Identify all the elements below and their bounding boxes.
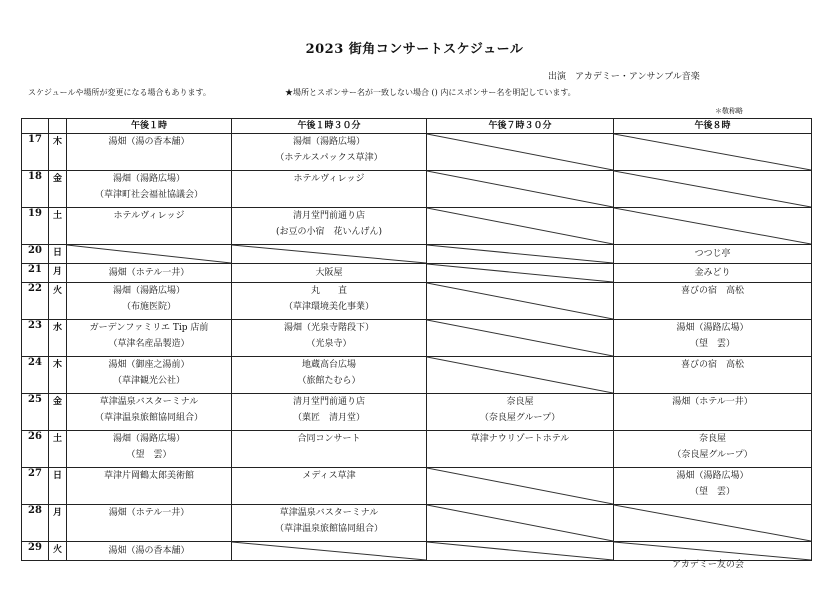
slot-1pm-cell bbox=[67, 468, 232, 505]
no-event-diagonal bbox=[427, 542, 613, 560]
header-col-130pm: 午後１時３０分 bbox=[232, 119, 427, 134]
empty-slot-cell bbox=[427, 283, 614, 320]
no-event-diagonal bbox=[427, 505, 613, 541]
slot-8pm-cell bbox=[614, 357, 812, 394]
diagonal-line bbox=[427, 357, 613, 393]
sponsor-text: （奈良屋グループ） bbox=[672, 450, 753, 460]
header-col-1pm: 午後１時 bbox=[67, 119, 232, 134]
diagonal-line bbox=[232, 245, 426, 263]
weekday-cell: 日 bbox=[49, 468, 67, 505]
venue-text: 草津ナウリゾートホテル bbox=[470, 434, 570, 444]
no-event-diagonal bbox=[427, 468, 613, 504]
venue-text: 湯畑（湯の香本舗） bbox=[108, 137, 190, 147]
day-cell: 23 bbox=[22, 320, 49, 357]
weekday-cell: 月 bbox=[49, 505, 67, 542]
weekday-cell: 日 bbox=[49, 245, 67, 264]
slot-1pm-cell bbox=[67, 542, 232, 561]
venue-text: つつじ亭 bbox=[694, 249, 731, 259]
sponsor-text: （旅館たむら） bbox=[297, 376, 361, 386]
honorific-note: ＊敬称略 bbox=[715, 107, 743, 115]
slot-130pm-cell bbox=[232, 208, 427, 245]
no-event-diagonal bbox=[427, 264, 613, 282]
weekday-cell: 木 bbox=[49, 357, 67, 394]
empty-slot-cell bbox=[427, 542, 614, 561]
performer-line: 出演 アカデミー・アンサンブル音楽 bbox=[548, 72, 700, 82]
slot-130pm-cell bbox=[232, 468, 427, 505]
page-title: 2023 街角コンサートスケジュール bbox=[305, 42, 524, 57]
sponsor-text: （草津観光公社） bbox=[112, 376, 185, 386]
table-row bbox=[22, 283, 812, 320]
slot-1pm-cell bbox=[67, 394, 232, 431]
weekday-cell: 月 bbox=[49, 264, 67, 283]
day-cell: 22 bbox=[22, 283, 49, 320]
weekday-cell: 土 bbox=[49, 208, 67, 245]
sponsor-text: （菓匠 清月堂） bbox=[292, 413, 365, 423]
weekday-cell: 金 bbox=[49, 171, 67, 208]
sponsor-text: （草津環境美化事業） bbox=[283, 302, 374, 312]
slot-8pm-cell bbox=[614, 431, 812, 468]
empty-slot-cell bbox=[427, 171, 614, 208]
day-cell: 28 bbox=[22, 505, 49, 542]
slot-1pm-cell bbox=[67, 171, 232, 208]
slot-130pm-cell bbox=[232, 357, 427, 394]
no-event-diagonal bbox=[427, 208, 613, 244]
venue-text: 湯畑（湯路広場） bbox=[112, 286, 185, 296]
venue-text: 湯畑（ホテル一井） bbox=[108, 508, 190, 518]
day-cell: 27 bbox=[22, 468, 49, 505]
table-row bbox=[22, 468, 812, 505]
schedule-body bbox=[22, 134, 812, 561]
empty-slot-cell bbox=[614, 171, 812, 208]
venue-text: ホテルヴィレッジ bbox=[113, 211, 185, 221]
header-day bbox=[22, 119, 49, 134]
day-cell: 29 bbox=[22, 542, 49, 561]
empty-slot-cell bbox=[614, 505, 812, 542]
venue-text: 湯畑（御座之湯前） bbox=[108, 360, 190, 370]
table-row bbox=[22, 134, 812, 171]
no-event-diagonal bbox=[232, 245, 426, 263]
table-row bbox=[22, 357, 812, 394]
slot-8pm-cell bbox=[614, 394, 812, 431]
no-event-diagonal bbox=[614, 505, 811, 541]
empty-slot-cell bbox=[427, 134, 614, 171]
venue-text: 清月堂門前通り店 bbox=[292, 397, 365, 407]
slot-130pm-cell bbox=[232, 505, 427, 542]
slot-1pm-cell bbox=[67, 505, 232, 542]
table-row bbox=[22, 320, 812, 357]
day-cell: 24 bbox=[22, 357, 49, 394]
sponsor-text: （草津温泉旅館協同組合） bbox=[94, 413, 203, 423]
sponsor-text: （ホテルスパックス草津） bbox=[275, 153, 383, 163]
sponsor-text: (お豆の小宿 花いんげん) bbox=[275, 227, 383, 237]
no-event-diagonal bbox=[427, 245, 613, 263]
diagonal-line bbox=[614, 208, 811, 244]
header-row bbox=[22, 119, 812, 134]
header-weekday bbox=[49, 119, 67, 134]
diagonal-line bbox=[427, 505, 613, 541]
no-event-diagonal bbox=[67, 245, 231, 263]
slot-730pm-cell bbox=[427, 431, 614, 468]
day-cell: 21 bbox=[22, 264, 49, 283]
no-event-diagonal bbox=[427, 134, 613, 170]
diagonal-line bbox=[427, 134, 613, 170]
slot-130pm-cell bbox=[232, 431, 427, 468]
venue-text: 大阪屋 bbox=[315, 268, 343, 278]
table-row bbox=[22, 264, 812, 283]
diagonal-line bbox=[67, 245, 231, 263]
header-col-8pm: 午後８時 bbox=[614, 119, 812, 134]
empty-slot-cell bbox=[614, 208, 812, 245]
sponsor-text: （草津温泉旅館協同組合） bbox=[274, 524, 383, 534]
diagonal-line bbox=[427, 542, 613, 560]
weekday-cell: 水 bbox=[49, 320, 67, 357]
slot-1pm-cell bbox=[67, 283, 232, 320]
venue-text: 湯畑（湯の香本舗） bbox=[108, 546, 190, 556]
slot-130pm-cell bbox=[232, 320, 427, 357]
venue-text: 湯畑（光泉寺階段下） bbox=[283, 323, 374, 333]
sponsor-text: （草津町社会福祉協議会） bbox=[94, 190, 203, 200]
no-event-diagonal bbox=[232, 542, 426, 560]
diagonal-line bbox=[427, 264, 613, 282]
day-cell: 20 bbox=[22, 245, 49, 264]
empty-slot-cell bbox=[232, 245, 427, 264]
no-event-diagonal bbox=[427, 357, 613, 393]
table-row bbox=[22, 505, 812, 542]
header-col-730pm: 午後７時３０分 bbox=[427, 119, 614, 134]
day-cell: 26 bbox=[22, 431, 49, 468]
diagonal-line bbox=[427, 171, 613, 207]
venue-text: 丸 直 bbox=[310, 286, 347, 296]
slot-1pm-cell bbox=[67, 208, 232, 245]
day-cell: 18 bbox=[22, 171, 49, 208]
empty-slot-cell bbox=[614, 134, 812, 171]
empty-slot-cell bbox=[427, 264, 614, 283]
empty-slot-cell bbox=[427, 208, 614, 245]
day-cell: 19 bbox=[22, 208, 49, 245]
venue-text: ホテルヴィレッジ bbox=[293, 174, 365, 184]
venue-text: 草津片岡鶴太郎美術館 bbox=[103, 471, 194, 481]
venue-text: 湯畑（ホテル一井） bbox=[108, 268, 190, 278]
slot-1pm-cell bbox=[67, 431, 232, 468]
venue-text: 草津温泉バスターミナル bbox=[99, 397, 199, 407]
slot-8pm-cell bbox=[614, 283, 812, 320]
empty-slot-cell bbox=[232, 542, 427, 561]
venue-text: 湯畑（湯路広場） bbox=[112, 174, 185, 184]
slot-130pm-cell bbox=[232, 394, 427, 431]
venue-text: メディス草津 bbox=[302, 471, 356, 481]
no-event-diagonal bbox=[614, 134, 811, 170]
diagonal-line bbox=[614, 171, 811, 207]
table-row bbox=[22, 245, 812, 264]
no-event-diagonal bbox=[427, 283, 613, 319]
slot-1pm-cell bbox=[67, 264, 232, 283]
empty-slot-cell bbox=[427, 245, 614, 264]
slot-130pm-cell bbox=[232, 134, 427, 171]
sponsor-text: （光泉寺） bbox=[306, 339, 352, 349]
venue-text: 湯畑（湯路広場） bbox=[676, 471, 749, 481]
diagonal-line bbox=[232, 542, 426, 560]
no-event-diagonal bbox=[427, 171, 613, 207]
venue-text: 草津温泉バスターミナル bbox=[279, 508, 379, 518]
weekday-cell: 金 bbox=[49, 394, 67, 431]
venue-text: 地蔵高台広場 bbox=[301, 360, 356, 370]
table-row bbox=[22, 431, 812, 468]
diagonal-line bbox=[427, 283, 613, 319]
table-row bbox=[22, 394, 812, 431]
slot-130pm-cell bbox=[232, 264, 427, 283]
schedule-table bbox=[21, 118, 812, 561]
venue-text: 湯畑（湯路広場） bbox=[676, 323, 749, 333]
footer-organizer: アカデミー友の会 bbox=[672, 560, 744, 570]
slot-8pm-cell bbox=[614, 245, 812, 264]
venue-text: 金みどり bbox=[694, 268, 731, 278]
diagonal-line bbox=[427, 245, 613, 263]
venue-text: 合同コンサート bbox=[297, 434, 361, 444]
no-event-diagonal bbox=[427, 320, 613, 356]
venue-text: 喜びの宿 高松 bbox=[680, 286, 744, 296]
empty-slot-cell bbox=[67, 245, 232, 264]
slot-730pm-cell bbox=[427, 394, 614, 431]
change-notice: スケジュールや場所が変更になる場合もあります。 bbox=[28, 88, 211, 97]
diagonal-line bbox=[427, 208, 613, 244]
weekday-cell: 火 bbox=[49, 542, 67, 561]
empty-slot-cell bbox=[427, 357, 614, 394]
sponsor-text: （望 雲） bbox=[689, 339, 735, 349]
sponsor-notice: ★場所とスポンサー名が一致しない場合 () 内にスポンサー名を明記しています。 bbox=[285, 88, 576, 97]
diagonal-line bbox=[614, 505, 811, 541]
sponsor-text: （望 雲） bbox=[126, 450, 172, 460]
empty-slot-cell bbox=[427, 468, 614, 505]
sponsor-text: （奈良屋グループ） bbox=[479, 413, 561, 423]
venue-text: 湯畑（湯路広場） bbox=[292, 137, 365, 147]
table-row bbox=[22, 171, 812, 208]
venue-text: 湯畑（湯路広場） bbox=[112, 434, 185, 444]
venue-text: 湯畑（ホテル一井） bbox=[672, 397, 753, 407]
venue-text: 清月堂門前通り店 bbox=[292, 211, 365, 221]
slot-130pm-cell bbox=[232, 171, 427, 208]
weekday-cell: 土 bbox=[49, 431, 67, 468]
weekday-cell: 火 bbox=[49, 283, 67, 320]
diagonal-line bbox=[614, 134, 811, 170]
no-event-diagonal bbox=[614, 171, 811, 207]
empty-slot-cell bbox=[427, 505, 614, 542]
table-row bbox=[22, 208, 812, 245]
slot-130pm-cell bbox=[232, 283, 427, 320]
sponsor-text: （布施医院） bbox=[121, 302, 176, 312]
venue-text: ガーデンファミリエ Tip 店前 bbox=[89, 323, 209, 333]
no-event-diagonal bbox=[614, 208, 811, 244]
venue-text: 奈良屋 bbox=[506, 397, 534, 407]
empty-slot-cell bbox=[427, 320, 614, 357]
slot-8pm-cell bbox=[614, 320, 812, 357]
day-cell: 25 bbox=[22, 394, 49, 431]
day-cell: 17 bbox=[22, 134, 49, 171]
sponsor-text: （草津名産品製造） bbox=[108, 339, 190, 349]
slot-1pm-cell bbox=[67, 357, 232, 394]
venue-text: 喜びの宿 高松 bbox=[680, 360, 744, 370]
sponsor-text: （望 雲） bbox=[689, 487, 735, 497]
diagonal-line bbox=[427, 468, 613, 504]
slot-1pm-cell bbox=[67, 320, 232, 357]
slot-8pm-cell bbox=[614, 468, 812, 505]
weekday-cell: 木 bbox=[49, 134, 67, 171]
slot-8pm-cell bbox=[614, 264, 812, 283]
slot-1pm-cell bbox=[67, 134, 232, 171]
venue-text: 奈良屋 bbox=[698, 434, 726, 444]
diagonal-line bbox=[427, 320, 613, 356]
